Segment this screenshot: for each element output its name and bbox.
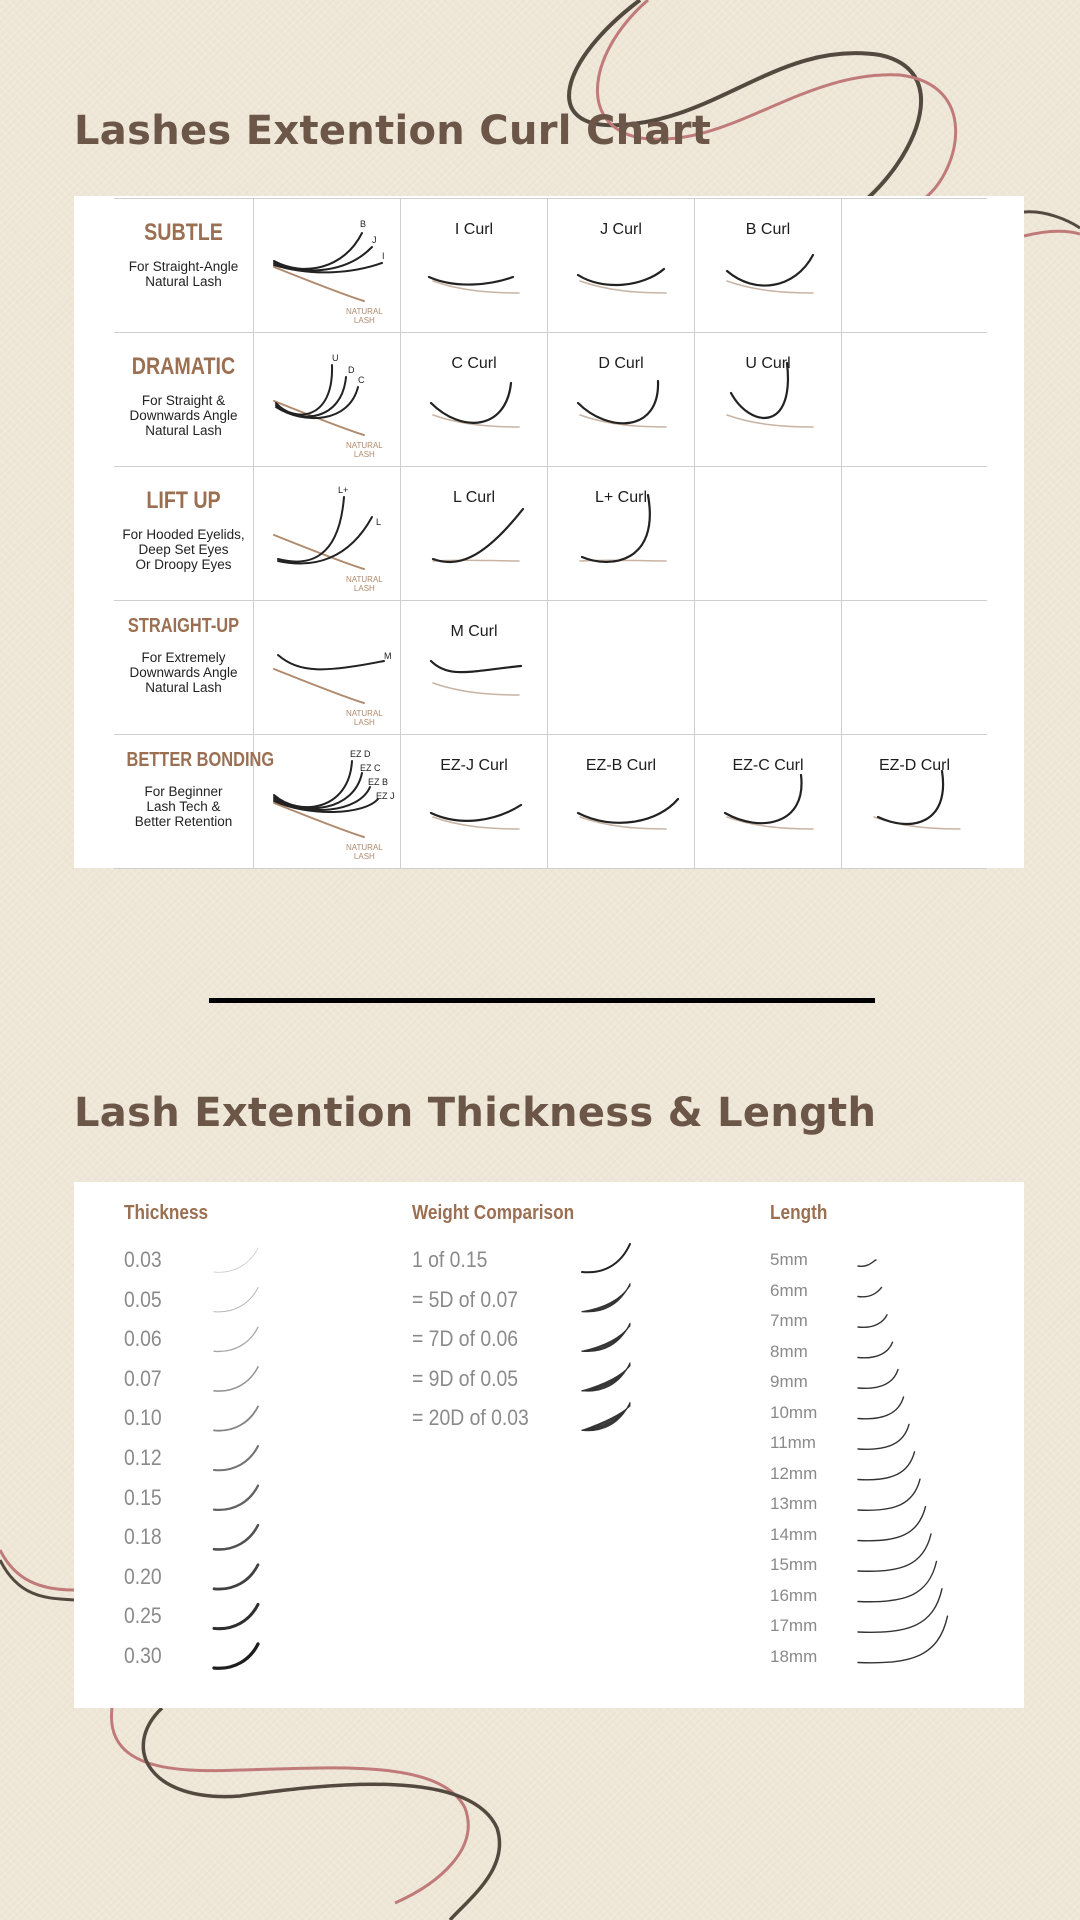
category-description: For Hooded Eyelids, Deep Set Eyes Or Droopy Eyes [122, 527, 245, 572]
curl-line [878, 771, 943, 824]
length-value: 13mm [770, 1494, 818, 1513]
curl-line [431, 805, 521, 821]
length-value: 18mm [770, 1646, 818, 1666]
decorative-swirl-left [0, 1530, 80, 1690]
curl-label: L+ Curl [594, 489, 648, 506]
curl-chart-grid [114, 198, 987, 869]
length-value: 8mm [770, 1341, 808, 1361]
curl-cell [548, 199, 695, 333]
decorative-swirl-bottom [0, 1708, 560, 1920]
curl-line [731, 363, 788, 418]
natural-lash-shadow [727, 281, 813, 293]
length-lash [858, 1452, 915, 1480]
length-lash [858, 1561, 937, 1601]
curl-cell [548, 735, 695, 869]
curl-label: B Curl [745, 221, 791, 238]
curl-label: J Curl [600, 221, 642, 238]
curl-sample [548, 467, 695, 601]
empty-cell [842, 333, 987, 467]
natural-lash-label: NATURAL LASH [346, 307, 383, 325]
weight-comparison-header: Weight Comparison [412, 1202, 575, 1224]
category-title: STRAIGHT-UP [127, 615, 240, 637]
diagram-label: EZ J [376, 791, 395, 801]
thickness-length-title: Lash Extention Thickness & Length [74, 1090, 877, 1136]
diagram-curl-line [276, 387, 358, 418]
length-lash [858, 1424, 909, 1449]
natural-lash-shadow [433, 415, 519, 427]
curl-chart-title: Lashes Extention Curl Chart [74, 108, 712, 154]
curl-line [727, 255, 813, 286]
thickness-value: 0.15 [124, 1484, 162, 1510]
length-value: 6mm [770, 1280, 808, 1300]
weight-lash-fan [582, 1403, 630, 1431]
curl-cell [695, 333, 842, 467]
length-lash [858, 1397, 904, 1419]
empty-cell [842, 199, 987, 333]
category-cell [114, 467, 254, 601]
length-lash [858, 1507, 926, 1541]
curl-sample [695, 333, 842, 467]
curl-sample [548, 735, 695, 869]
category-description: For Extremely Downwards Angle Natural Lash [129, 650, 238, 695]
empty-cell [548, 601, 695, 735]
length-value: 12mm [770, 1463, 818, 1483]
curl-sample [695, 735, 842, 869]
weight-lash-fan [582, 1284, 630, 1312]
thickness-value: 0.18 [124, 1524, 162, 1550]
category-cell [114, 601, 254, 735]
length-header: Length [770, 1202, 828, 1224]
curl-cell [548, 333, 695, 467]
diagram-label: I [382, 251, 385, 261]
length-value: 17mm [770, 1616, 818, 1635]
diagram-label: J [372, 235, 377, 245]
natural-lash-line [274, 669, 364, 703]
length-lash [858, 1315, 887, 1328]
natural-lash-shadow [580, 415, 666, 427]
curl-sample [401, 199, 548, 333]
thickness-value: 0.03 [124, 1247, 162, 1272]
curl-sample [401, 333, 548, 467]
length-lash [858, 1534, 931, 1571]
natural-lash-label: NATURAL LASH [346, 709, 383, 727]
weight-value: = 9D of 0.05 [412, 1365, 519, 1391]
curl-sample [401, 467, 548, 601]
length-value: 16mm [770, 1585, 818, 1605]
curl-line [578, 799, 678, 823]
thickness-value: 0.25 [124, 1603, 162, 1629]
diagram-label: EZ B [368, 777, 389, 787]
curl-cell [401, 601, 548, 735]
weight-lash-fan [582, 1363, 630, 1391]
thickness-lash [214, 1486, 258, 1510]
diagram-label: L [376, 517, 382, 527]
diagram-label: B [360, 219, 367, 229]
thickness-value: 0.12 [124, 1445, 162, 1470]
curl-cell [695, 735, 842, 869]
thickness-value: 0.10 [124, 1405, 162, 1431]
thickness-value: 0.06 [124, 1326, 162, 1352]
natural-lash-label: NATURAL LASH [346, 843, 383, 861]
curl-sample [842, 735, 989, 869]
curl-line [578, 381, 658, 423]
length-value: 7mm [770, 1311, 808, 1330]
curl-label: C Curl [451, 355, 497, 372]
curl-cell [401, 735, 548, 869]
curl-diagram-cell [254, 467, 401, 601]
category-title: BETTER BONDING [126, 749, 275, 771]
thickness-lash [214, 1288, 258, 1312]
thickness-length-card [74, 1182, 1024, 1708]
curl-line [433, 509, 523, 562]
thickness-lash [214, 1406, 258, 1430]
thickness-lash [214, 1565, 258, 1589]
curl-label: L Curl [452, 489, 496, 506]
curl-cell [842, 735, 987, 869]
length-lash [858, 1616, 948, 1663]
diagram-curl-line [276, 365, 332, 415]
curl-label: D Curl [598, 355, 644, 372]
category-description: For Straight-Angle Natural Lash [128, 259, 239, 289]
curl-line [578, 269, 664, 285]
category-description: For Straight & Downwards Angle Natural Lash [129, 393, 238, 438]
empty-cell [695, 467, 842, 601]
curl-sample [401, 735, 548, 869]
thickness-lash [214, 1367, 258, 1391]
category-cell [114, 333, 254, 467]
thickness-value: 0.05 [124, 1286, 162, 1312]
thickness-lash [214, 1327, 258, 1351]
category-description: For Beginner Lash Tech & Better Retention [134, 784, 233, 829]
length-value: 11mm [770, 1433, 816, 1452]
weight-lash-fan [582, 1244, 630, 1272]
curl-cell [401, 199, 548, 333]
empty-cell [695, 601, 842, 735]
category-cell [114, 199, 254, 333]
empty-cell [842, 467, 987, 601]
category-title: DRAMATIC [131, 353, 236, 380]
curl-diagram-cell [254, 735, 401, 869]
length-value: 9mm [770, 1372, 808, 1391]
curl-diagram-cell [254, 333, 401, 467]
curl-sample [695, 199, 842, 333]
curl-chart-card [74, 196, 1024, 868]
diagram-label: M [384, 651, 392, 661]
curl-label: EZ-B Curl [585, 757, 657, 774]
curl-sample [401, 601, 548, 735]
length-value: 15mm [770, 1555, 818, 1574]
length-lash [858, 1370, 898, 1389]
curl-line [431, 383, 511, 423]
curl-label: I Curl [454, 221, 494, 238]
empty-cell [842, 601, 987, 735]
weight-lash-fan [582, 1324, 630, 1352]
diagram-curl-line [274, 761, 352, 807]
length-lash [858, 1342, 893, 1358]
curl-line [725, 775, 802, 823]
curl-cell [401, 467, 548, 601]
diagram-curl-line [278, 517, 372, 564]
category-title: LIFT UP [146, 487, 221, 514]
curl-label: EZ-C Curl [732, 757, 804, 774]
thickness-lash [214, 1446, 258, 1470]
curl-line [431, 661, 521, 672]
weight-value: = 20D of 0.03 [412, 1405, 529, 1431]
diagram-label: L+ [338, 485, 349, 495]
thickness-header: Thickness [124, 1202, 209, 1224]
weight-value: = 5D of 0.07 [412, 1286, 519, 1312]
curl-label: U Curl [745, 355, 791, 372]
length-lash [858, 1589, 942, 1632]
length-lash [858, 1260, 876, 1266]
thickness-lash [214, 1248, 258, 1272]
natural-lash-line [274, 535, 364, 569]
section-divider [209, 998, 875, 1003]
natural-lash-shadow [433, 683, 519, 695]
curl-line [582, 495, 650, 562]
curl-diagram-cell [254, 601, 401, 735]
length-value: 14mm [770, 1524, 818, 1544]
thickness-value: 0.30 [124, 1643, 162, 1668]
category-cell [114, 735, 275, 869]
natural-lash-label: NATURAL LASH [346, 575, 383, 593]
diagram-label: EZ D [350, 749, 371, 759]
diagram-label: EZ C [360, 763, 381, 773]
weight-value: 1 of 0.15 [412, 1247, 488, 1272]
thickness-lash [214, 1604, 258, 1628]
lash-illustrations [74, 1182, 1024, 1708]
thickness-value: 0.07 [124, 1365, 162, 1391]
thickness-value: 0.20 [124, 1563, 162, 1589]
diagram-curl-line [278, 655, 384, 669]
diagram-curl-line [278, 497, 344, 562]
length-lash [858, 1287, 882, 1296]
weight-value: = 7D of 0.06 [412, 1326, 519, 1352]
category-title: SUBTLE [144, 219, 223, 246]
length-lash [858, 1479, 920, 1510]
curl-sample [548, 333, 695, 467]
diagram-label: C [358, 375, 365, 385]
curl-label: EZ-J Curl [440, 757, 508, 774]
thickness-lash [214, 1644, 258, 1668]
thickness-lash [214, 1525, 258, 1549]
curl-diagram-cell [254, 199, 401, 333]
curl-cell [401, 333, 548, 467]
curl-label: EZ-D Curl [878, 757, 951, 774]
length-value: 5mm [770, 1250, 808, 1269]
diagram-label: D [348, 365, 355, 375]
curl-cell [695, 199, 842, 333]
natural-lash-label: NATURAL LASH [346, 441, 383, 459]
curl-cell [548, 467, 695, 601]
length-value: 10mm [770, 1402, 818, 1422]
curl-label: M Curl [450, 623, 498, 640]
curl-sample [548, 199, 695, 333]
diagram-label: U [332, 353, 339, 363]
